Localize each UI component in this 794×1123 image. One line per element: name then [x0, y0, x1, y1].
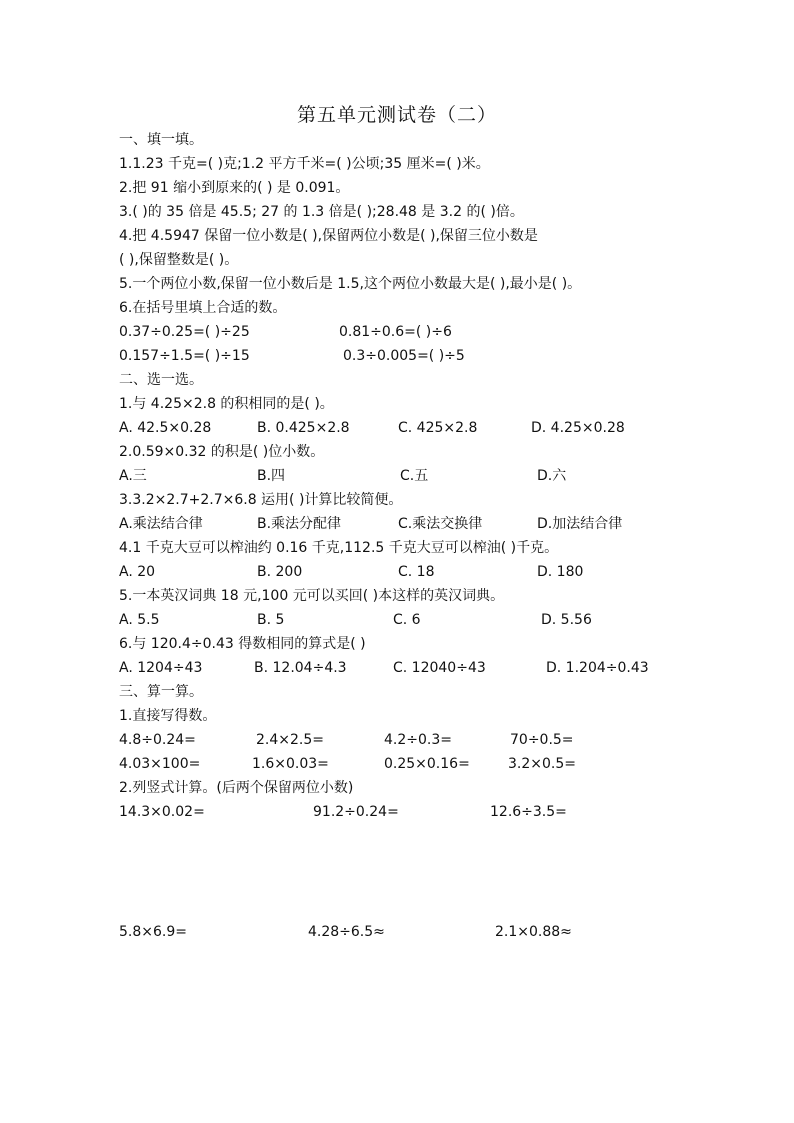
choice-option: D. 5.56 [541, 612, 592, 628]
section-heading-calculate: 三、算一算。 [119, 684, 203, 700]
question-line: 3.3.2×2.7+2.7×6.8 运用( )计算比较简便。 [119, 492, 403, 508]
choice-option: D. 1.204÷0.43 [546, 660, 649, 676]
vertical-expression: 4.28÷6.5≈ [308, 924, 385, 940]
vertical-expression: 91.2÷0.24= [313, 804, 399, 820]
question-line: 1.与 4.25×2.8 的积相同的是( )。 [119, 396, 334, 412]
choice-option: C.乘法交换律 [398, 516, 483, 532]
choice-option: B.四 [257, 468, 286, 484]
oral-expression: 2.4×2.5= [256, 732, 324, 748]
choice-option: A. 42.5×0.28 [119, 420, 212, 436]
oral-expression: 3.2×0.5= [508, 756, 576, 772]
question-line: 5.一本英汉词典 18 元,100 元可以买回( )本这样的英汉词典。 [119, 588, 505, 604]
fill-expression: 0.157÷1.5=( )÷15 [119, 348, 250, 364]
choice-option: A. 20 [119, 564, 156, 580]
page-title: 第五单元测试卷（二） [296, 104, 497, 126]
choice-option: A.三 [119, 468, 147, 484]
choice-option: B. 0.425×2.8 [257, 420, 350, 436]
fill-expression: 0.37÷0.25=( )÷25 [119, 324, 250, 340]
choice-option: B. 5 [257, 612, 285, 628]
oral-expression: 4.2÷0.3= [384, 732, 452, 748]
choice-option: B.乘法分配律 [257, 516, 342, 532]
oral-expression: 4.8÷0.24= [119, 732, 196, 748]
choice-option: C. 6 [393, 612, 421, 628]
question-line: 2.列竖式计算。(后两个保留两位小数) [119, 780, 354, 796]
question-line: 4.把 4.5947 保留一位小数是( ),保留两位小数是( ),保留三位小数是 [119, 228, 538, 244]
vertical-expression: 2.1×0.88≈ [495, 924, 572, 940]
choice-option: B. 200 [257, 564, 303, 580]
choice-option: C. 425×2.8 [398, 420, 478, 436]
choice-option: C.五 [400, 468, 429, 484]
choice-option: C. 12040÷43 [393, 660, 486, 676]
oral-expression: 70÷0.5= [510, 732, 574, 748]
fill-expression: 0.3÷0.005=( )÷5 [343, 348, 465, 364]
question-line: 4.1 千克大豆可以榨油约 0.16 千克,112.5 千克大豆可以榨油( )千克。 [119, 540, 559, 556]
question-line: 6.在括号里填上合适的数。 [119, 300, 287, 316]
section-heading-fill: 一、填一填。 [119, 132, 203, 148]
question-line: ( ),保留整数是( )。 [119, 252, 239, 268]
choice-option: D. 180 [537, 564, 584, 580]
choice-option: D. 4.25×0.28 [531, 420, 625, 436]
vertical-expression: 14.3×0.02= [119, 804, 205, 820]
choice-option: A.乘法结合律 [119, 516, 203, 532]
question-line: 2.0.59×0.32 的积是( )位小数。 [119, 444, 325, 460]
oral-expression: 4.03×100= [119, 756, 201, 772]
choice-option: D.加法结合律 [537, 516, 623, 532]
question-line: 6.与 120.4÷0.43 得数相同的算式是( ) [119, 636, 366, 652]
choice-option: A. 1204÷43 [119, 660, 203, 676]
choice-option: A. 5.5 [119, 612, 160, 628]
fill-expression: 0.81÷0.6=( )÷6 [339, 324, 452, 340]
choice-option: B. 12.04÷4.3 [254, 660, 347, 676]
section-heading-choose: 二、选一选。 [119, 372, 203, 388]
vertical-expression: 5.8×6.9= [119, 924, 187, 940]
question-line: 5.一个两位小数,保留一位小数后是 1.5,这个两位小数最大是( ),最小是( )。 [119, 276, 582, 292]
choice-option: C. 18 [398, 564, 435, 580]
question-line: 1.直接写得数。 [119, 708, 217, 724]
question-line: 2.把 91 缩小到原来的( ) 是 0.091。 [119, 180, 350, 196]
oral-expression: 1.6×0.03= [252, 756, 329, 772]
question-line: 3.( )的 35 倍是 45.5; 27 的 1.3 倍是( );28.48 是 3.2 的( )倍。 [119, 204, 524, 220]
choice-option: D.六 [537, 468, 567, 484]
vertical-expression: 12.6÷3.5= [490, 804, 567, 820]
oral-expression: 0.25×0.16= [384, 756, 470, 772]
question-line: 1.1.23 千克=( )克;1.2 平方千米=( )公顷;35 厘米=( )米。 [119, 156, 490, 172]
